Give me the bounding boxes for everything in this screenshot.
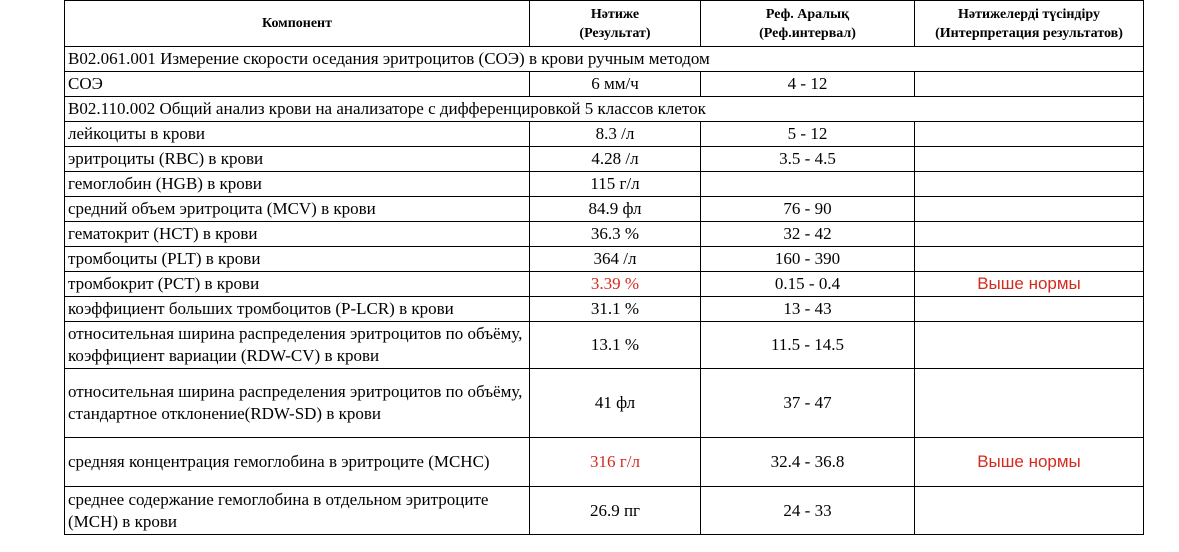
result-value: 13.1 % <box>530 322 701 369</box>
reference-range: 24 - 33 <box>701 487 915 535</box>
component-name: эритроциты (RBC) в крови <box>65 147 530 172</box>
component-name: гемоглобин (HGB) в крови <box>65 172 530 197</box>
reference-range: 11.5 - 14.5 <box>701 322 915 369</box>
table-row <box>65 487 1144 535</box>
reference-range: 37 - 47 <box>701 369 915 438</box>
component-name: гематокрит (HCT) в крови <box>65 222 530 247</box>
table-row <box>65 72 1144 97</box>
interpretation <box>915 247 1144 272</box>
header-component: Компонент <box>65 1 530 47</box>
reference-range: 32.4 - 36.8 <box>701 438 915 487</box>
table-row <box>65 272 1144 297</box>
component-name: относительная ширина распределения эритроцитов по объёму, коэффициент вариации (RDW-CV) в крови <box>65 322 530 369</box>
result-value: 31.1 % <box>530 297 701 322</box>
component-name: средний объем эритроцита (MCV) в крови <box>65 197 530 222</box>
table-row <box>65 122 1144 147</box>
interpretation <box>915 322 1144 369</box>
header-interpretation: Нәтижелерді түсіндіру (Интерпретация результатов) <box>915 1 1144 47</box>
interpretation <box>915 72 1144 97</box>
table-row <box>65 297 1144 322</box>
interpretation <box>915 487 1144 535</box>
result-value-flagged: 3.39 % <box>530 272 701 297</box>
section-row <box>65 47 1144 72</box>
reference-range <box>701 172 915 197</box>
section-row <box>65 97 1144 122</box>
result-value: 8.3 /л <box>530 122 701 147</box>
reference-range: 0.15 - 0.4 <box>701 272 915 297</box>
result-value: 364 /л <box>530 247 701 272</box>
table-row <box>65 147 1144 172</box>
result-value: 41 фл <box>530 369 701 438</box>
table-row <box>65 247 1144 272</box>
reference-range: 76 - 90 <box>701 197 915 222</box>
table-row <box>65 222 1144 247</box>
section-title: B02.061.001 Измерение скорости оседания эритроцитов (СОЭ) в крови ручным методом <box>65 47 1144 72</box>
interpretation <box>915 172 1144 197</box>
component-name: тромбоциты (PLT) в крови <box>65 247 530 272</box>
reference-range: 5 - 12 <box>701 122 915 147</box>
table-row <box>65 438 1144 487</box>
table-row <box>65 172 1144 197</box>
result-value: 115 г/л <box>530 172 701 197</box>
header-row <box>65 1 1144 47</box>
result-value: 26.9 пг <box>530 487 701 535</box>
component-name: тромбокрит (PCT) в крови <box>65 272 530 297</box>
component-name: СОЭ <box>65 72 530 97</box>
reference-range: 160 - 390 <box>701 247 915 272</box>
reference-range: 13 - 43 <box>701 297 915 322</box>
interpretation <box>915 297 1144 322</box>
header-reference: Реф. Аралық (Реф.интервал) <box>701 1 915 47</box>
table-row <box>65 322 1144 369</box>
result-value: 84.9 фл <box>530 197 701 222</box>
interpretation <box>915 147 1144 172</box>
result-value: 6 мм/ч <box>530 72 701 97</box>
reference-range: 32 - 42 <box>701 222 915 247</box>
component-name: лейкоциты в крови <box>65 122 530 147</box>
result-value-flagged: 316 г/л <box>530 438 701 487</box>
interpretation-flag: Выше нормы <box>915 272 1144 297</box>
table-row <box>65 369 1144 438</box>
interpretation <box>915 122 1144 147</box>
interpretation <box>915 222 1144 247</box>
reference-range: 3.5 - 4.5 <box>701 147 915 172</box>
component-name: относительная ширина распределения эритроцитов по объёму, стандартное отклонение(RDW-SD) в крови <box>65 369 530 438</box>
interpretation <box>915 197 1144 222</box>
header-result: Нәтиже (Результат) <box>530 1 701 47</box>
component-name: среднее содержание гемоглобина в отдельном эритроците (MCH) в крови <box>65 487 530 535</box>
component-name: коэффициент больших тромбоцитов (P-LCR) в крови <box>65 297 530 322</box>
table-row <box>65 197 1144 222</box>
interpretation-flag: Выше нормы <box>915 438 1144 487</box>
result-value: 36.3 % <box>530 222 701 247</box>
lab-results-table <box>64 0 1144 535</box>
result-value: 4.28 /л <box>530 147 701 172</box>
interpretation <box>915 369 1144 438</box>
section-title: B02.110.002 Общий анализ крови на анализаторе с дифференцировкой 5 классов клеток <box>65 97 1144 122</box>
reference-range: 4 - 12 <box>701 72 915 97</box>
component-name: средняя концентрация гемоглобина в эритроците (MCHC) <box>65 438 530 487</box>
